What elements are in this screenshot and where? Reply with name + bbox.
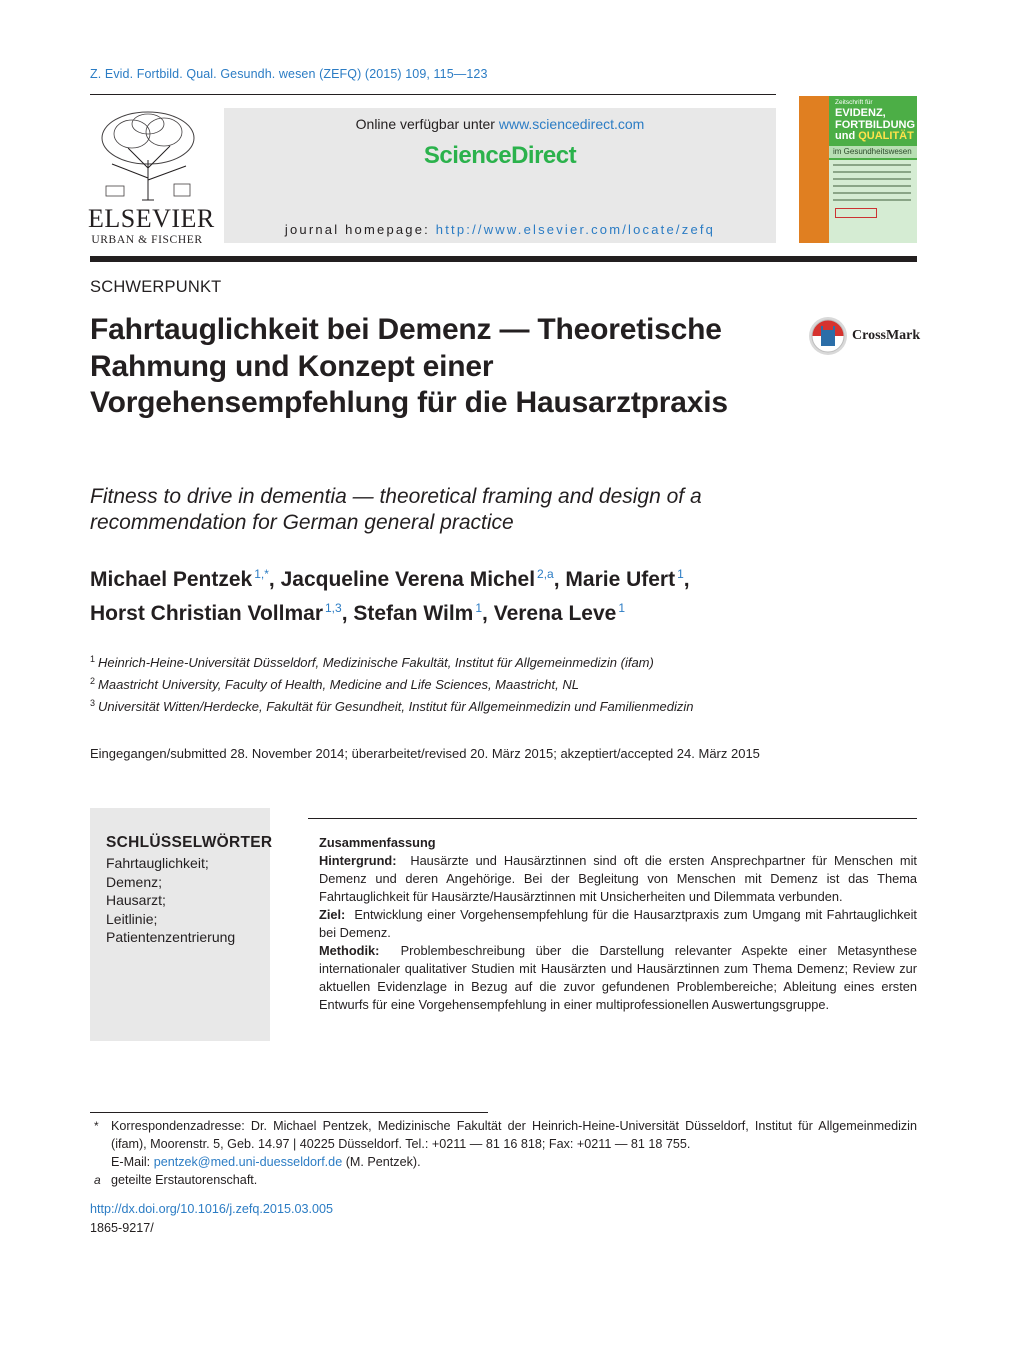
affiliation-text: Maastricht University, Faculty of Health, Medicine and Life Sciences, Maastricht, NL bbox=[98, 677, 579, 692]
abstract-section-aim bbox=[319, 906, 917, 942]
cover-title-line1: EVIDENZ, bbox=[835, 107, 886, 119]
cover-stripe bbox=[799, 96, 829, 243]
abstract-label: Hintergrund: bbox=[319, 853, 397, 868]
elsevier-tree-icon bbox=[92, 108, 204, 204]
author-list bbox=[90, 560, 810, 628]
section-label: SCHWERPUNKT bbox=[90, 278, 222, 296]
cover-band: im Gesundheitswesen bbox=[829, 146, 917, 158]
journal-homepage bbox=[224, 222, 776, 237]
author-separator: , bbox=[341, 602, 354, 625]
footnote-mark: a bbox=[94, 1173, 101, 1187]
shared-authorship-text: geteilte Erstautorenschaft. bbox=[111, 1173, 258, 1187]
affiliation-item bbox=[90, 694, 790, 716]
author-name: Michael Pentzek bbox=[90, 568, 253, 591]
online-prefix: Online verfügbar unter bbox=[355, 116, 499, 132]
journal-citation: Z. Evid. Fortbild. Qual. Gesundh. wesen (ZEFQ) (2015) 109, 115—123 bbox=[90, 67, 488, 81]
homepage-prefix: journal homepage: bbox=[284, 222, 436, 237]
email-suffix: (M. Pentzek). bbox=[342, 1155, 421, 1169]
author-name: Stefan Wilm bbox=[353, 602, 474, 625]
elsevier-imprint: URBAN & FISCHER bbox=[91, 234, 203, 246]
author-name: Marie Ufert bbox=[565, 568, 676, 591]
author-separator: , bbox=[553, 568, 566, 591]
header-divider bbox=[90, 94, 776, 95]
affiliation-number: 3 bbox=[90, 698, 96, 708]
footnotes bbox=[90, 1117, 917, 1189]
abstract-section-methods bbox=[319, 942, 917, 1014]
author-name: Verena Leve bbox=[493, 602, 617, 625]
email-link[interactable]: pentzek@med.uni-duesseldorf.de bbox=[153, 1155, 343, 1169]
cover-red-box bbox=[835, 208, 877, 218]
crossmark-badge[interactable] bbox=[808, 316, 920, 356]
cover-text-lines bbox=[833, 164, 911, 206]
doi-link[interactable]: http://dx.doi.org/10.1016/j.zefq.2015.03.005 bbox=[90, 1202, 333, 1216]
keywords-box bbox=[90, 808, 273, 1041]
crossmark-label: CrossMark bbox=[852, 328, 921, 343]
journal-homepage-link[interactable]: http://www.elsevier.com/locate/zefq bbox=[435, 222, 716, 237]
abstract-heading: Zusammenfassung bbox=[319, 835, 436, 850]
cover-title-line3b: QUALITÄT bbox=[858, 130, 914, 142]
author-affiliation-ref[interactable]: 1,3 bbox=[325, 601, 342, 615]
affiliation-item bbox=[90, 672, 790, 694]
elsevier-logo bbox=[88, 108, 215, 246]
cover-title-line3a: und bbox=[835, 130, 859, 142]
online-availability bbox=[224, 116, 776, 132]
abstract-text: Entwicklung einer Vorgehensempfehlung für die Hausarztpraxis zum Umgang mit Fahrtauglichkeit bei Demenz. bbox=[319, 907, 917, 940]
keyword-item: Fahrtauglichkeit; bbox=[106, 855, 209, 871]
footnote-rule bbox=[90, 1112, 488, 1113]
abstract-label: Ziel: bbox=[319, 907, 346, 922]
author-separator: , bbox=[268, 568, 281, 591]
affiliation-number: 2 bbox=[90, 676, 96, 686]
author-affiliation-ref[interactable]: 1 bbox=[677, 567, 684, 581]
shared-authorship-footnote bbox=[90, 1171, 917, 1189]
abstract-rule bbox=[308, 818, 917, 819]
sciencedirect-link[interactable]: www.sciencedirect.com bbox=[498, 116, 645, 132]
abstract-section-background bbox=[319, 852, 917, 906]
author-affiliation-ref[interactable]: 1 bbox=[618, 601, 625, 615]
keyword-item: Demenz; bbox=[106, 873, 163, 890]
author-name: Horst Christian Vollmar bbox=[90, 602, 323, 625]
article-title-german: Fahrtauglichkeit bei Demenz — Theoretische Rahmung und Konzept einer Vorgehensempfehlung für die Hausarztpraxis bbox=[90, 313, 728, 419]
author-separator: , bbox=[683, 568, 690, 591]
abstract-text: Hausärzte und Hausärztinnen sind oft die ersten Ansprechpartner für Menschen mit Demenz und deren Angehörige. Bei der Begleitung von Menschen mit Demenz ist das Thema Fahrtauglichkeit für Hausärzte/Hausärztinnen mit Unsicherheiten und Dilemmata verbunden. bbox=[319, 853, 917, 904]
affiliation-text: Universität Witten/Herdecke, Fakultät für Gesundheit, Institut für Allgemeinmedizin und Familienmedizin bbox=[98, 699, 694, 714]
cover-title bbox=[835, 108, 915, 143]
correspondence-text: Korrespondenzadresse: Dr. Michael Pentzek, Medizinische Fakultät der Heinrich-Heine-Universität Düsseldorf, Institut für Allgemeinmedizin (ifam), Moorenstr. 5, Geb. 14.97 | 40225 Düsseldorf. Tel.: +0211 — 81 16 818; Fax: +0211 — 81 18 755. bbox=[111, 1119, 917, 1151]
abstract-label: Methodik: bbox=[319, 943, 380, 958]
abstract-text: Problembeschreibung über die Darstellung relevanter Aspekte einer Metasynthese internationaler qualitativer Studien mit Hausärzten und Hausärztinnen zum Thema Demenz; Review zur aktuellen Evidenzlage in Bezug auf die zuvor gefundenen Problembereiche; Ableitung eines ersten Entwurfs für eine Vorgehensempfehlung in einer multiprofessionellen Auswertungsgruppe. bbox=[319, 943, 917, 1012]
affiliation-number: 1 bbox=[90, 654, 96, 664]
journal-cover-thumbnail bbox=[799, 96, 917, 243]
correspondence-footnote bbox=[90, 1117, 917, 1171]
email-label: E-Mail: bbox=[111, 1155, 154, 1169]
article-title-english: Fitness to drive in dementia — theoretical framing and design of a recommendation for German general practice bbox=[90, 485, 702, 534]
author-separator: , bbox=[482, 602, 494, 625]
sciencedirect-logo: ScienceDirect bbox=[423, 142, 577, 169]
crossmark-icon bbox=[808, 316, 848, 356]
keyword-item: Patientenzentrierung bbox=[106, 929, 236, 945]
author-name: Jacqueline Verena Michel bbox=[280, 568, 536, 591]
author-affiliation-ref[interactable]: 1 bbox=[475, 601, 483, 615]
affiliation-text: Heinrich-Heine-Universität Düsseldorf, Medizinische Fakultät, Institut für Allgemeinmedizin (ifam) bbox=[98, 655, 654, 670]
header-thick-rule bbox=[90, 256, 917, 262]
cover-small-text: Zeitschrift für bbox=[835, 99, 873, 106]
affiliations bbox=[90, 650, 790, 716]
elsevier-wordmark: ELSEVIER bbox=[88, 204, 215, 233]
abstract bbox=[319, 834, 917, 1014]
cover-title-line2: FORTBILDUNG bbox=[835, 118, 916, 131]
author-affiliation-ref[interactable]: 1,* bbox=[254, 567, 269, 581]
submission-dates: Eingegangen/submitted 28. November 2014; überarbeitet/revised 20. März 2015; akzeptiert/accepted 24. März 2015 bbox=[90, 746, 760, 761]
sciencedirect-banner bbox=[224, 108, 776, 243]
keyword-item: Leitlinie; bbox=[106, 910, 158, 927]
footnote-mark: * bbox=[94, 1119, 99, 1133]
keywords-heading: SCHLÜSSELWÖRTER bbox=[106, 834, 273, 851]
affiliation-item bbox=[90, 650, 790, 672]
keyword-item: Hausarzt; bbox=[106, 892, 166, 908]
author-affiliation-ref[interactable]: 2,a bbox=[537, 567, 554, 581]
issn: 1865-9217/ bbox=[90, 1221, 154, 1235]
